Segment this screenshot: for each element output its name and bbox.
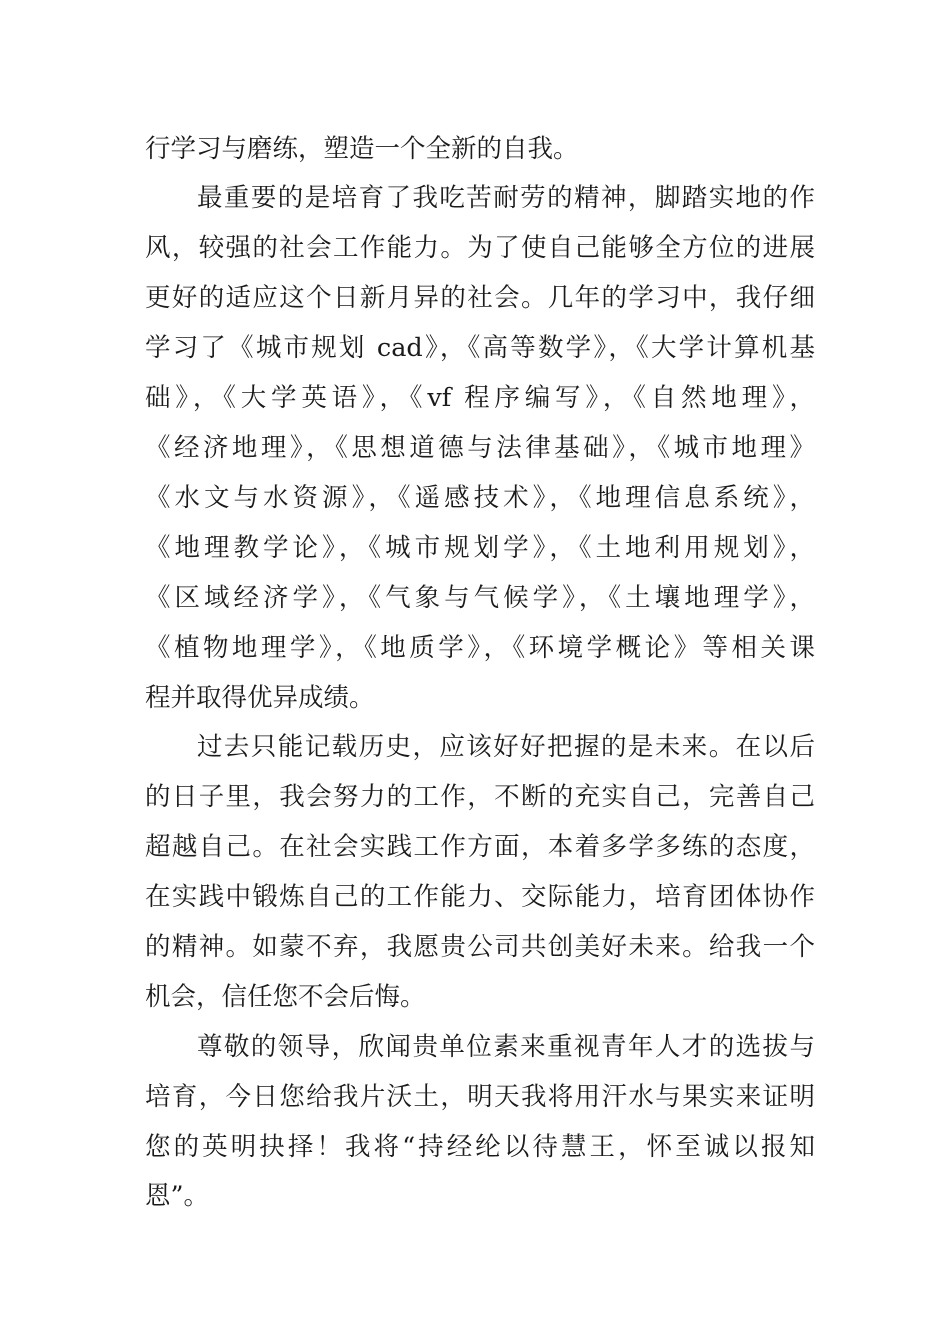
- paragraph-first-line: 过去只能记载历史，应该好好把握的是未来。在以后: [197, 732, 815, 762]
- text-line: 《水文与水资源》，《遥感技术》，《地理信息系统》，: [145, 483, 815, 513]
- text-line: 超越自己。在社会实践工作方面，本着多学多练的态度，: [145, 832, 815, 862]
- text-line: 培育，今日您给我片沃土，明天我将用汗水与果实来证明: [145, 1082, 815, 1112]
- text-line: 的日子里，我会努力的工作，不断的充实自己，完善自己: [145, 782, 815, 812]
- text-line: 学习了《城市规划 cad》，《高等数学》，《大学计算机基: [145, 333, 815, 363]
- text-line: 机会，信任您不会后悔。: [145, 982, 426, 1012]
- paragraph-first-line: 最重要的是培育了我吃苦耐劳的精神，脚踏实地的作: [197, 183, 815, 213]
- paragraph-first-line: 尊敬的领导，欣闻贵单位素来重视青年人才的选拔与: [197, 1032, 815, 1062]
- text-line: 恩”。: [145, 1181, 210, 1211]
- text-line: 行学习与磨练，塑造一个全新的自我。: [145, 134, 579, 164]
- text-line: 《经济地理》，《思想道德与法律基础》，《城市地理》: [145, 433, 815, 463]
- text-line: 《地理教学论》，《城市规划学》，《土地利用规划》，: [145, 533, 815, 563]
- text-line: 在实践中锻炼自己的工作能力、交际能力，培育团体协作: [145, 882, 815, 912]
- text-line: 《区域经济学》，《气象与气候学》，《土壤地理学》，: [145, 583, 815, 613]
- text-line: 础》，《大学英语》，《vf 程序编写》，《自然地理》，: [145, 383, 815, 413]
- text-line: 您的英明抉择！我将“持经纶以待慧王，怀至诚以报知: [145, 1132, 815, 1162]
- text-line: 的精神。如蒙不弃，我愿贵公司共创美好未来。给我一个: [145, 932, 815, 962]
- text-line: 风，较强的社会工作能力。为了使自己能够全方位的进展: [145, 233, 815, 263]
- text-line: 《植物地理学》，《地质学》，《环境学概论》等相关课: [145, 633, 815, 663]
- text-line: 更好的适应这个日新月异的社会。几年的学习中，我仔细: [145, 283, 815, 313]
- text-line: 程并取得优异成绩。: [145, 683, 375, 713]
